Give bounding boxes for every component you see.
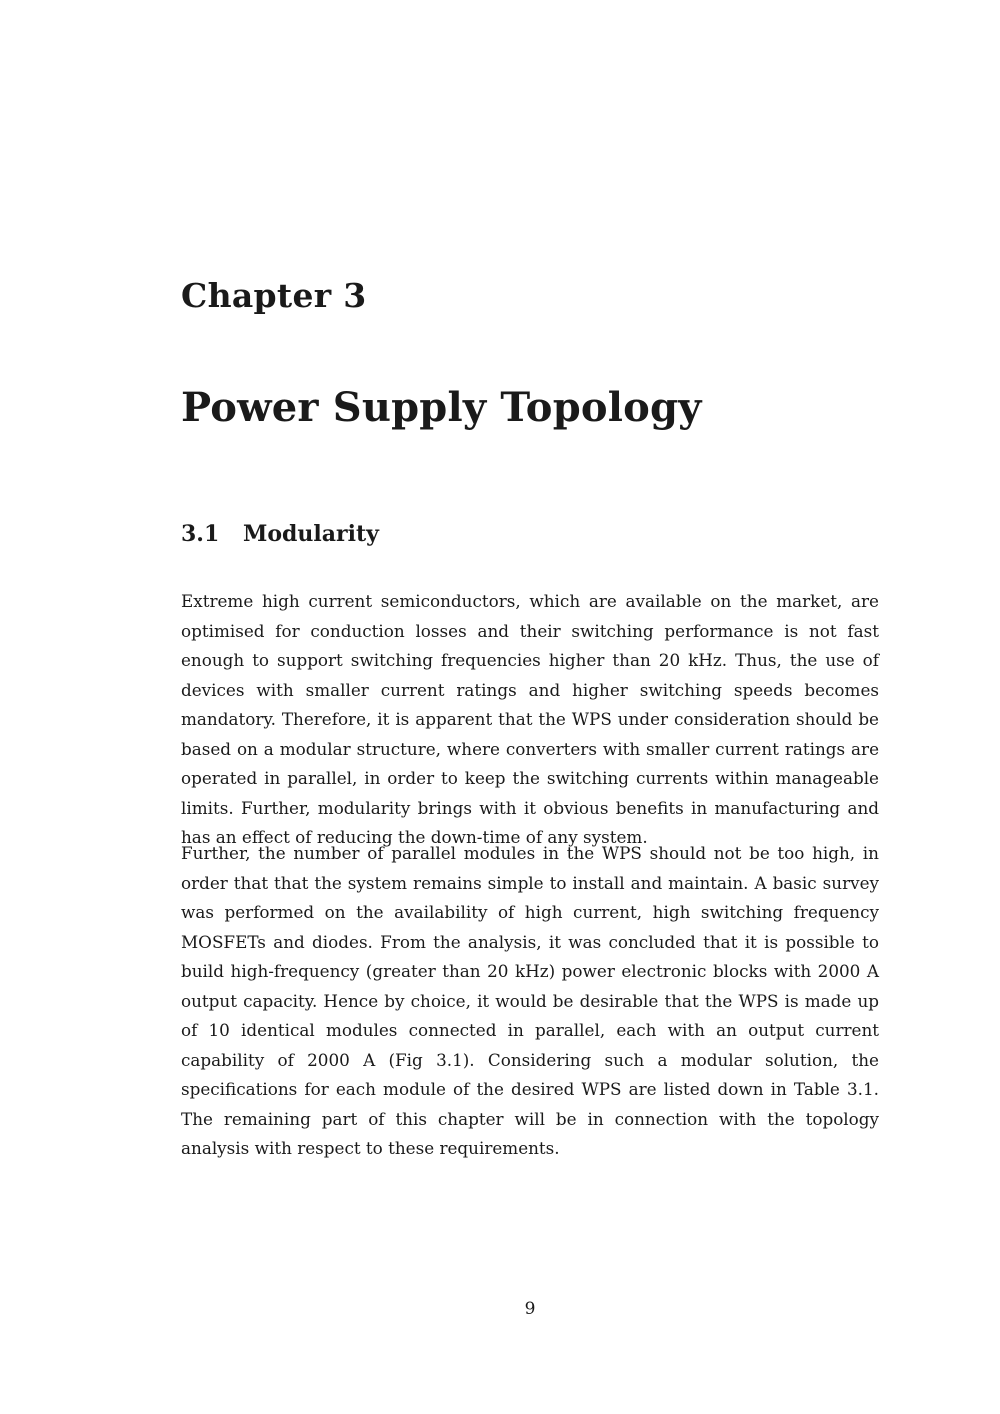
chapter-label: Chapter 3 xyxy=(181,276,367,315)
section-title: Modularity xyxy=(243,521,379,547)
section-number: 3.1 xyxy=(181,521,220,547)
section-heading xyxy=(181,521,379,547)
body-paragraph-1: Extreme high current semiconductors, which are available on the market, are optimised for conduction losses and their switching performance is not fast enough to support switching frequencies higher than 20 kHz. Thus, the use of devices with smaller current ratings and higher switching speeds becomes mandatory. Therefore, it is apparent that the WPS under consideration should be based on a modular structure, where converters with smaller current ratings are operated in parallel, in order to keep the switching currents within manageable limits. Further, modularity brings with it obvious benefits in manufacturing and has an effect of reducing the down-time of any system. xyxy=(181,591,879,847)
page-number: 9 xyxy=(524,1299,536,1319)
body-paragraph-2: Further, the number of parallel modules in the WPS should not be too high, in order that that the system remains simple to install and maintain. A basic survey was performed on the availability of high current, high switching frequency MOSFETs and diodes. From the analysis, it was concluded that it is possible to build high-frequency (greater than 20 kHz) power electronic blocks with 2000 A output capacity. Hence by choice, it would be desirable that the WPS is made up of 10 identical modules connected in parallel, each with an output current capability of 2000 A (Fig 3.1). Considering such a modular solution, the specifications for each module of the desired WPS are listed down in Table 3.1. The remaining part of this chapter will be in connection with the topology analysis with respect to these requirements. xyxy=(181,843,879,1158)
chapter-title: Power Supply Topology xyxy=(181,384,702,431)
